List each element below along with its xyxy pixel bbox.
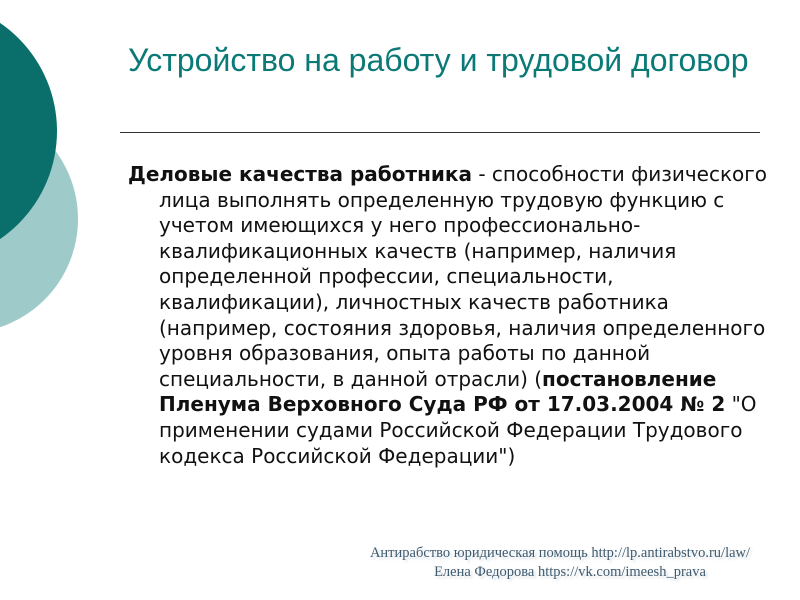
slide-title: Устройство на работу и трудовой договор (128, 42, 749, 78)
footer-credits (330, 544, 790, 582)
body-paragraph (128, 162, 789, 469)
footer-line-author: Елена Федорова https://vk.com/imeesh_prava (434, 564, 706, 580)
footer-line-legal-help: Антирабство юридическая помощь http://lp.antirabstvo.ru/law/ (369, 545, 751, 561)
title-divider (120, 132, 760, 133)
source-reference-title: "О применении судами Российской Федерации Трудового кодекса Российской Федерации") (159, 392, 757, 468)
term-bold: Деловые качества работника (128, 162, 472, 186)
term-definition: - способности физического лица выполнять определенную трудовую функцию с учетом имеющихся у него профессионально-квалификационных качеств (например, наличия определенной профессии, специальности, квалификации), личностных качеств работника (например, состояния здоровья, наличия определенного уровня образования, опыта работы по данной специальности, в данной отрасли) ( (159, 162, 768, 391)
source-reference-bold: постановление Пленума Верховного Суда РФ от 17.03.2004 № 2 (159, 366, 726, 417)
